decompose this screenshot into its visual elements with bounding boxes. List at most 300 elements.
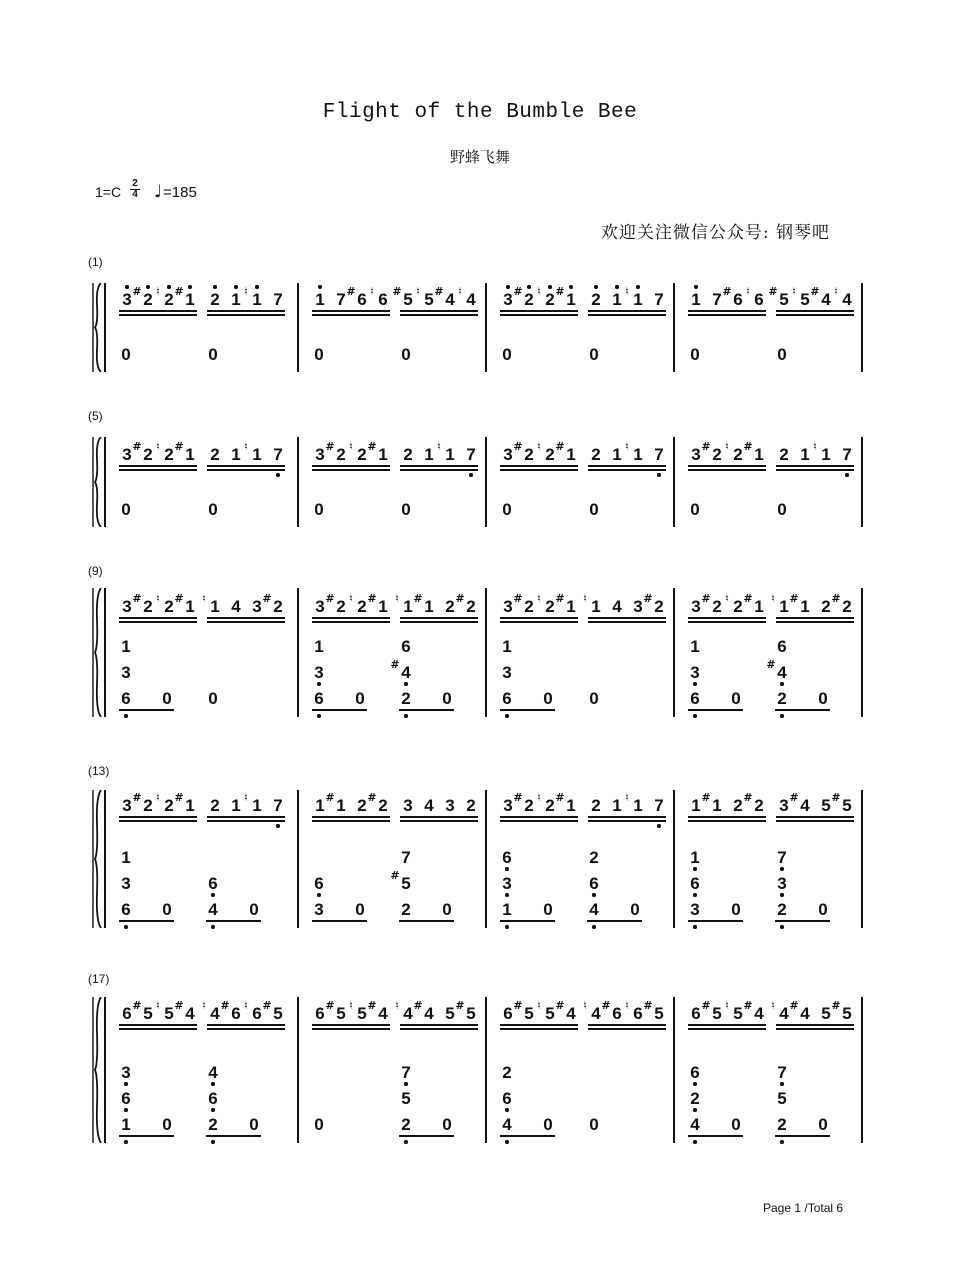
underline-beam [500,709,555,711]
treble-note: 1 [612,445,622,464]
treble-note: 1 [252,290,262,309]
underline-beam [776,314,854,316]
treble-note: 2 [164,445,174,464]
treble-note: 3 [122,290,132,309]
accidental: # [810,285,820,298]
treble-note: 2 [466,597,476,616]
accidental: # [346,285,356,298]
wechat-notice: 欢迎关注微信公众号: 钢琴吧 [600,223,830,243]
underline-beam [312,310,390,312]
treble-note: 5 [545,1004,555,1023]
accidental: # [132,440,142,453]
treble-note: 6 [503,1004,513,1023]
accidental: # [743,592,753,605]
system-start-line [104,437,106,527]
underline-beam [775,1135,830,1137]
underline-beam [312,469,390,471]
underline-beam [119,1028,197,1030]
rest: 0 [690,500,700,519]
treble-note: 2 [524,290,534,309]
underline-beam [312,816,390,818]
underline-beam [400,310,478,312]
octave-dot-above [548,285,551,288]
treble-note: 1 [566,290,576,309]
treble-note: 4 [754,1004,764,1023]
accidental: # [390,658,400,671]
rest: 0 [249,900,259,919]
octave-dot-below [124,714,127,717]
bass-note: 1 [502,900,512,919]
octave-dot-below [505,893,508,896]
underline-beam [400,621,478,623]
octave-dot-below [317,682,320,685]
underline-beam [688,920,743,922]
accidental: # [325,592,335,605]
treble-note: 4 [591,1004,601,1023]
rest: 0 [818,1115,828,1134]
treble-note: 1 [185,445,195,464]
treble-note: 1 [633,796,643,815]
time-signature [130,179,140,200]
treble-note: 1 [691,290,701,309]
underline-beam [776,1028,854,1030]
bass-note: 6 [208,1089,218,1108]
accidental: ♮ [202,999,206,1012]
page-title: Flight of the Bumble Bee [322,101,638,124]
bar-line [861,437,863,527]
treble-note: 5 [164,1004,174,1023]
underline-beam [207,621,285,623]
underline-beam [312,314,390,316]
bass-note: 6 [314,689,324,708]
bass-note: 1 [121,637,131,656]
page-number: Page 1 /Total 6 [763,1201,844,1215]
underline-beam [776,820,854,822]
underline-beam [588,617,666,619]
bass-note: 2 [777,689,787,708]
treble-note: 1 [231,796,241,815]
accidental: # [601,999,611,1012]
octave-dot-above [569,285,572,288]
underline-beam [400,469,478,471]
underline-beam [500,469,578,471]
treble-note: 3 [691,445,701,464]
octave-dot-below [317,893,320,896]
underline-beam [500,1135,555,1137]
bass-note: 4 [401,663,411,682]
treble-note: 4 [210,1004,220,1023]
octave-dot-below [211,1108,214,1111]
treble-note: 5 [654,1004,664,1023]
accidental: # [555,999,565,1012]
accidental: # [434,285,444,298]
octave-dot-below [404,1082,407,1085]
underline-beam [500,1028,578,1030]
accidental: # [789,592,799,605]
page-subtitle: 野蜂飞舞 [449,148,510,166]
octave-dot-below [505,1108,508,1111]
accidental: ♮ [725,592,729,605]
underline-beam [688,617,766,619]
octave-dot-below [780,682,783,685]
accidental: ♮ [156,592,160,605]
rest: 0 [314,500,324,519]
accidental: # [513,440,523,453]
underline-beam [500,617,578,619]
brace-curve [95,790,101,928]
rest: 0 [314,345,324,364]
rest: 0 [208,500,218,519]
rest: 0 [442,1115,452,1134]
octave-dot-below [693,682,696,685]
underline-beam [776,310,854,312]
underline-beam [688,310,766,312]
treble-note: 5 [445,1004,455,1023]
rest: 0 [589,345,599,364]
rest: 0 [208,689,218,708]
rest: 0 [777,345,787,364]
bass-note: 2 [502,1063,512,1082]
system-brace [89,283,103,372]
treble-note: 1 [231,290,241,309]
accidental: ♮ [746,285,750,298]
underline-beam [400,816,478,818]
treble-note: 2 [712,445,722,464]
bass-note: 7 [777,1063,787,1082]
treble-note: 1 [612,290,622,309]
underline-beam [776,465,854,467]
measure-number: (13) [88,764,110,778]
octave-dot-below [780,925,783,928]
treble-note: 6 [315,1004,325,1023]
measure-number: (5) [88,409,103,423]
accidental: ♮ [537,440,541,453]
underline-beam [588,1024,666,1026]
underline-beam [119,617,197,619]
rest: 0 [690,345,700,364]
treble-note: 2 [524,445,534,464]
accidental: ♮ [537,791,541,804]
system-start-line [104,588,106,717]
accidental: # [766,658,776,671]
accidental: # [174,285,184,298]
octave-dot-below [124,1108,127,1111]
treble-note: 7 [336,290,346,309]
accidental: # [413,592,423,605]
treble-note: 3 [503,290,513,309]
system-brace [89,437,103,527]
bass-note: 6 [502,689,512,708]
treble-note: 1 [754,597,764,616]
treble-note: 3 [503,445,513,464]
underline-beam [400,617,478,619]
octave-dot-below [505,867,508,870]
treble-note: 2 [733,796,743,815]
octave-dot-above [615,285,618,288]
accidental: ♮ [349,440,353,453]
bass-note: 2 [401,900,411,919]
bar-line [297,997,299,1143]
bass-note: 6 [690,689,700,708]
rest: 0 [589,689,599,708]
accidental: ♮ [771,592,775,605]
treble-note: 2 [164,796,174,815]
treble-note: 5 [821,796,831,815]
underline-beam [312,465,390,467]
accidental: # [262,592,272,605]
octave-dot-below [845,473,848,476]
rest: 0 [589,1115,599,1134]
underline-beam [775,920,830,922]
bar-line [673,790,675,928]
treble-note: 1 [231,445,241,464]
treble-note: 4 [779,1004,789,1023]
accidental: # [132,592,142,605]
rest: 0 [401,345,411,364]
treble-note: 1 [403,597,413,616]
accidental: # [743,999,753,1012]
octave-dot-above [125,285,128,288]
treble-note: 5 [733,1004,743,1023]
octave-dot-above [694,285,697,288]
rest: 0 [121,345,131,364]
accidental: ♮ [202,592,206,605]
treble-note: 1 [210,597,220,616]
accidental: # [513,999,523,1012]
treble-note: 1 [633,290,643,309]
underline-beam [588,820,666,822]
treble-note: 1 [591,597,601,616]
octave-dot-below [404,714,407,717]
bass-note: 4 [208,1063,218,1082]
underline-beam [588,310,666,312]
treble-note: 2 [143,290,153,309]
accidental: ♮ [416,285,420,298]
bass-note: 1 [314,637,324,656]
bass-note: 4 [208,900,218,919]
accidental: # [555,592,565,605]
rest: 0 [442,689,452,708]
treble-note: 2 [712,597,722,616]
bass-note: 2 [690,1089,700,1108]
underline-beam [688,469,766,471]
treble-note: 7 [654,290,664,309]
accidental: # [132,791,142,804]
underline-beam [400,820,478,822]
underline-beam [119,621,197,623]
underline-beam [312,1028,390,1030]
treble-note: 6 [633,1004,643,1023]
treble-note: 5 [357,1004,367,1023]
system-start-line [104,997,106,1143]
octave-dot-below [276,824,279,827]
underline-beam [206,920,261,922]
bass-note: 4 [502,1115,512,1134]
accidental: ♮ [583,592,587,605]
treble-note: 6 [231,1004,241,1023]
accidental: ♮ [625,440,629,453]
treble-note: 1 [424,445,434,464]
octave-dot-below [657,473,660,476]
accidental: # [262,999,272,1012]
accidental: # [513,791,523,804]
accidental: # [174,999,184,1012]
underline-beam [688,1028,766,1030]
accidental: # [367,999,377,1012]
underline-beam [688,816,766,818]
treble-note: 3 [315,445,325,464]
underline-beam [207,617,285,619]
bass-note: 6 [777,637,787,656]
treble-note: 2 [273,597,283,616]
accidental: ♮ [537,592,541,605]
treble-note: 4 [185,1004,195,1023]
bar-line [673,588,675,717]
treble-note: 5 [466,1004,476,1023]
accidental: # [722,285,732,298]
octave-dot-above [594,285,597,288]
accidental: ♮ [156,285,160,298]
treble-note: 2 [336,597,346,616]
octave-dot-below [693,925,696,928]
accidental: # [831,999,841,1012]
accidental: # [174,592,184,605]
underline-beam [688,314,766,316]
treble-note: 1 [378,597,388,616]
underline-beam [119,469,197,471]
underline-beam [206,1135,261,1137]
treble-note: 2 [842,597,852,616]
brace-curve [95,588,101,717]
octave-dot-below [780,893,783,896]
treble-note: 1 [779,597,789,616]
underline-beam [776,617,854,619]
accidental: # [555,285,565,298]
system-start-line [104,790,106,928]
treble-note: 2 [357,597,367,616]
underline-beam [399,709,454,711]
system-start-line [104,283,106,372]
bass-note: 2 [208,1115,218,1134]
accidental: # [789,791,799,804]
underline-beam [688,1024,766,1026]
treble-note: 5 [273,1004,283,1023]
octave-dot-below [780,1140,783,1143]
treble-note: 7 [273,445,283,464]
bass-note: 5 [401,1089,411,1108]
underline-beam [207,469,285,471]
underline-beam [400,1024,478,1026]
treble-note: 3 [503,796,513,815]
underline-beam [207,1024,285,1026]
accidental: ♮ [244,285,248,298]
octave-dot-below [276,473,279,476]
rest: 0 [208,345,218,364]
bass-note: 7 [777,848,787,867]
bar-line [297,437,299,527]
rest: 0 [731,1115,741,1134]
accidental: # [455,592,465,605]
treble-note: 7 [273,290,283,309]
treble-note: 4 [842,290,852,309]
rest: 0 [777,500,787,519]
treble-note: 4 [424,796,434,815]
treble-note: 2 [143,796,153,815]
bass-note: 6 [208,874,218,893]
underline-beam [776,816,854,818]
treble-note: 7 [273,796,283,815]
accidental: # [132,285,142,298]
bar-line [297,790,299,928]
rest: 0 [543,689,553,708]
underline-beam [312,621,390,623]
treble-note: 7 [466,445,476,464]
underline-beam [119,1135,174,1137]
underline-beam [688,465,766,467]
underline-beam [400,1028,478,1030]
treble-note: 2 [821,597,831,616]
octave-dot-below [693,1082,696,1085]
treble-note: 5 [842,1004,852,1023]
octave-dot-below [317,714,320,717]
octave-dot-below [124,925,127,928]
treble-note: 6 [357,290,367,309]
treble-note: 1 [633,445,643,464]
treble-note: 6 [612,1004,622,1023]
bass-note: 4 [690,1115,700,1134]
accidental: # [643,592,653,605]
rest: 0 [442,900,452,919]
octave-dot-below [211,1140,214,1143]
bass-note: 2 [589,848,599,867]
underline-beam [588,469,666,471]
octave-dot-below [404,1140,407,1143]
accidental: # [643,999,653,1012]
octave-dot-above [188,285,191,288]
bar-line [485,283,487,372]
rest: 0 [355,689,365,708]
rest: 0 [249,1115,259,1134]
accidental: # [367,440,377,453]
measure-number: (17) [88,972,110,986]
treble-note: 2 [143,445,153,464]
accidental: # [392,285,402,298]
treble-note: 3 [122,796,132,815]
accidental: # [743,440,753,453]
accidental: ♮ [244,791,248,804]
treble-note: 2 [545,597,555,616]
treble-note: 1 [566,796,576,815]
octave-dot-above [234,285,237,288]
treble-note: 1 [821,445,831,464]
accidental: # [367,791,377,804]
treble-note: 1 [336,796,346,815]
treble-note: 7 [842,445,852,464]
bass-note: 7 [401,1063,411,1082]
underline-beam [312,920,367,922]
treble-note: 2 [654,597,664,616]
bar-line [485,790,487,928]
accidental: # [768,285,778,298]
treble-note: 6 [252,1004,262,1023]
bass-note: 3 [314,900,324,919]
accidental: ♮ [725,440,729,453]
accidental: ♮ [244,999,248,1012]
accidental: ♮ [156,999,160,1012]
accidental: ♮ [625,791,629,804]
treble-note: 1 [800,597,810,616]
treble-note: 5 [712,1004,722,1023]
